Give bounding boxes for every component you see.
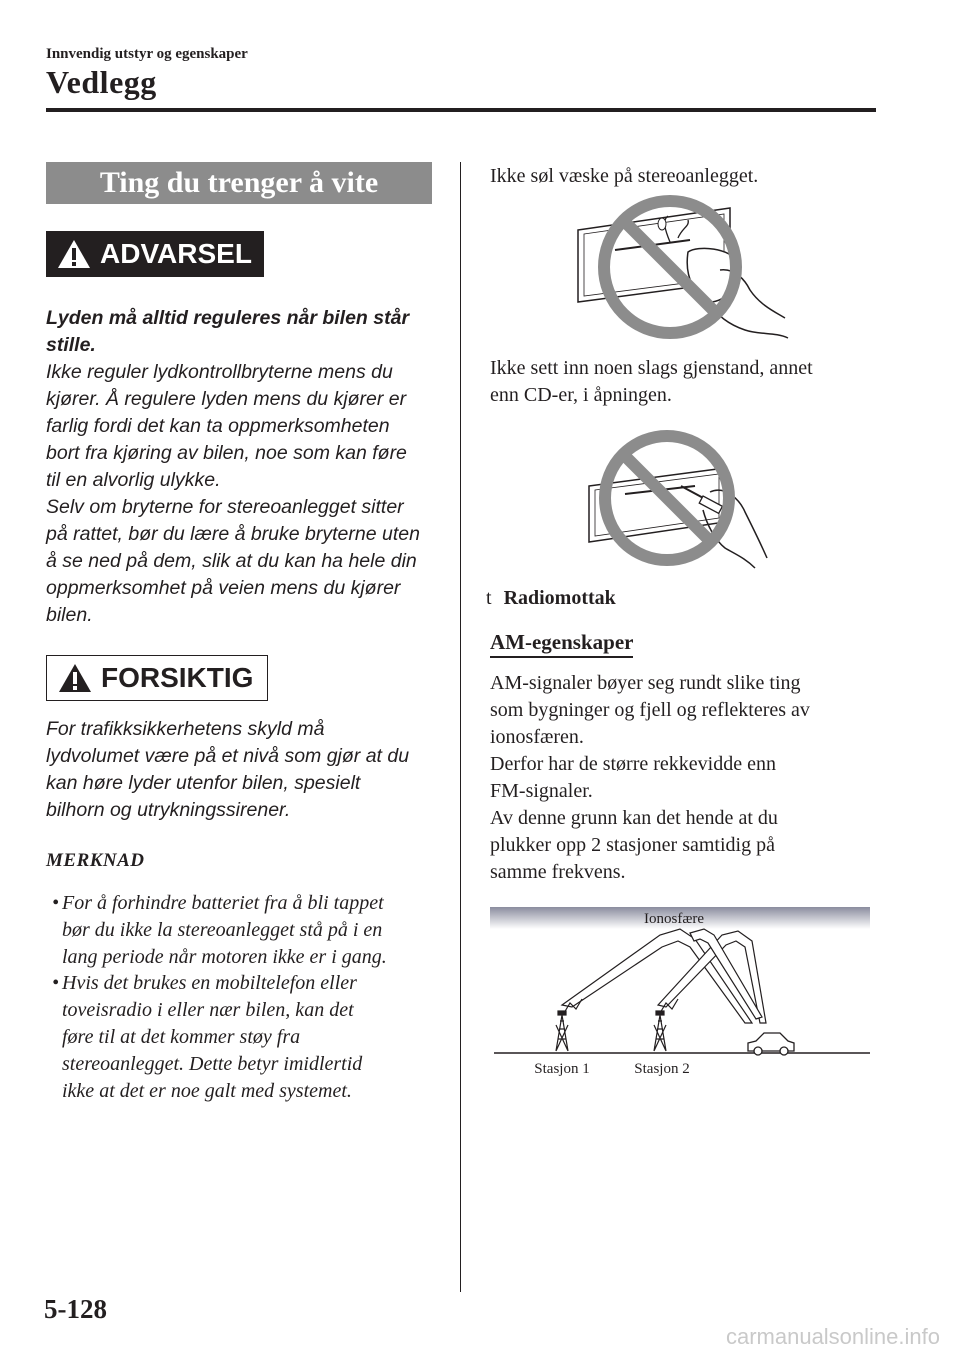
section-bullet-icon: t bbox=[486, 587, 492, 609]
caution-line: lydvolumet være på et nivå som gjør at du bbox=[46, 745, 410, 767]
header-rule bbox=[46, 108, 876, 112]
spill-warning-text: Ikke søl væske på stereoanlegget. bbox=[490, 165, 759, 187]
note-line: føre til at det kommer støy fra bbox=[62, 1026, 301, 1048]
insert-line: enn CD-er, i åpningen. bbox=[490, 384, 672, 406]
watermark: carmanualsonline.info bbox=[725, 1324, 940, 1349]
signal-paths bbox=[562, 929, 766, 1023]
note-line: lang periode når motoren ikke er i gang. bbox=[62, 946, 387, 968]
warning-line: Selv om bryterne for stereoanlegget sitter bbox=[46, 496, 404, 518]
note-line: toveisradio i eller nær bilen, kan det bbox=[62, 999, 354, 1021]
warning-line: oppmerksomhet på veien mens du kjører bbox=[46, 577, 401, 599]
station-1-label: Stasjon 1 bbox=[534, 1061, 590, 1077]
note-item bbox=[46, 890, 440, 971]
warning-line: på rattet, bør du lære å bruke bryterne uten bbox=[46, 523, 420, 545]
warning-triangle-icon bbox=[56, 238, 92, 270]
caution-badge bbox=[46, 655, 268, 701]
warning-text bbox=[46, 305, 438, 629]
am-line: AM-signaler bøyer seg rundt slike ting bbox=[490, 672, 801, 694]
am-line: ionosfæren. bbox=[490, 726, 584, 748]
warning-line: bilen. bbox=[46, 604, 93, 626]
no-liquid-illustration bbox=[570, 190, 790, 345]
caution-text bbox=[46, 716, 438, 824]
bullet: • bbox=[52, 972, 60, 994]
tower-icon bbox=[654, 1011, 666, 1051]
warning-badge bbox=[46, 231, 264, 277]
radio-heading bbox=[486, 587, 616, 610]
am-line: plukker opp 2 stasjoner samtidig på bbox=[490, 834, 775, 856]
insert-warning-text bbox=[490, 355, 870, 409]
bullet: • bbox=[52, 892, 60, 914]
warning-label: ADVARSEL bbox=[100, 238, 252, 269]
warning-line: til en alvorlig ulykke. bbox=[46, 469, 221, 491]
warning-line: bort fra kjøring av bilen, noe som kan føre bbox=[46, 442, 407, 464]
caution-line: kan høre lyder utenfor bilen, spesielt bbox=[46, 772, 361, 794]
am-line: Av denne grunn kan det hende at du bbox=[490, 807, 778, 829]
caution-line: For trafikksikkerhetens skyld må bbox=[46, 718, 325, 740]
column-divider bbox=[460, 162, 461, 1292]
am-propagation-diagram bbox=[490, 905, 872, 1085]
chapter-title: Vedlegg bbox=[46, 64, 157, 100]
warning-bold-line: Lyden må alltid reguleres når bilen står bbox=[46, 307, 410, 329]
insert-line: Ikke sett inn noen slags gjenstand, annet bbox=[490, 357, 813, 379]
radio-heading-label: Radiomottak bbox=[503, 587, 616, 609]
note-line: ikke at det er noe galt med systemet. bbox=[62, 1080, 352, 1102]
note-heading: MERKNAD bbox=[46, 850, 145, 871]
am-line: FM-signaler. bbox=[490, 780, 593, 802]
am-line: samme frekvens. bbox=[490, 861, 626, 883]
breadcrumb: Innvendig utstyr og egenskaper bbox=[46, 46, 248, 62]
caution-label: FORSIKTIG bbox=[101, 662, 254, 693]
warning-bold-line: stille. bbox=[46, 334, 96, 356]
am-line: som bygninger og fjell og reflekteres av bbox=[490, 699, 810, 721]
note-line: Hvis det brukes en mobiltelefon eller bbox=[62, 972, 357, 994]
ionosphere-label: Ionosfære bbox=[644, 911, 704, 927]
tower-icon bbox=[556, 1011, 568, 1051]
no-objects-illustration bbox=[585, 430, 770, 570]
am-line: Derfor har de større rekkevidde enn bbox=[490, 753, 776, 775]
note-item bbox=[46, 970, 440, 1105]
warning-line: farlig fordi det kan ta oppmerksomheten bbox=[46, 415, 390, 437]
am-heading: AM-egenskaper bbox=[490, 630, 633, 658]
note-line: stereoanlegget. Dette betyr imidlertid bbox=[62, 1053, 363, 1075]
page-number: 5-128 bbox=[44, 1294, 107, 1324]
am-text bbox=[490, 670, 870, 886]
caution-line: bilhorn og utrykningssirener. bbox=[46, 799, 291, 821]
note-line: bør du ikke la stereoanlegget stå på i en bbox=[62, 919, 383, 941]
caution-triangle-icon bbox=[57, 662, 93, 694]
car-icon bbox=[748, 1033, 794, 1055]
note-line: For å forhindre batteriet fra å bli tappet bbox=[62, 892, 384, 914]
warning-line: kjører. Å regulere lyden mens du kjører er bbox=[46, 388, 407, 410]
warning-line: Ikke reguler lydkontrollbryterne mens du bbox=[46, 361, 393, 383]
section-banner: Ting du trenger å vite bbox=[46, 162, 432, 204]
station-2-label: Stasjon 2 bbox=[634, 1061, 690, 1077]
warning-line: å se ned på dem, slik at du kan ha hele din bbox=[46, 550, 417, 572]
